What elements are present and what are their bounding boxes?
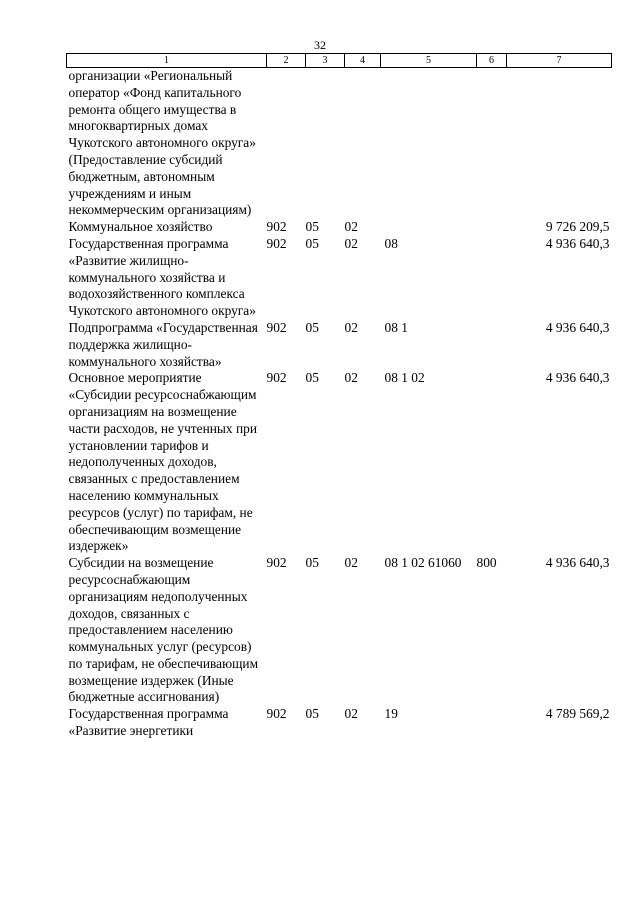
page-number: 32 [314, 38, 326, 52]
row-expense-type [477, 236, 507, 320]
row-name: Государственная программа «Развитие энергетики [68, 706, 229, 739]
row-target: 08 1 02 [384, 370, 425, 386]
row-target: 19 [384, 706, 398, 722]
row-section: 05 [305, 555, 319, 571]
row-target: 08 1 [384, 319, 408, 335]
row-target: 08 [384, 235, 398, 251]
column-header-3: 3 [306, 54, 345, 68]
table-row [67, 68, 612, 220]
row-amount: 4 936 640,3 [545, 555, 610, 571]
row-amount: 4 936 640,3 [545, 235, 610, 251]
row-expense-type [477, 219, 507, 236]
budget-table [66, 53, 612, 740]
row-ministry: 902 [266, 706, 287, 722]
row-name: Основное мероприятие «Субсидии ресурсоснабжающим организациям на возмещение части расходов, не учтенных при установлении тарифов и недополученных доходов, связанных с предоставлением населению коммунальных ресурсов (услуг) по тарифам, не обеспечивающим возмещение издержек» [68, 370, 257, 554]
table-body [67, 68, 612, 740]
column-header-6: 6 [477, 54, 507, 68]
row-target [381, 68, 477, 220]
row-target [381, 219, 477, 236]
table-row [67, 555, 612, 706]
column-header-7: 7 [507, 54, 612, 68]
row-expense-type [477, 320, 507, 370]
row-subsection: 02 [344, 319, 358, 335]
row-ministry: 902 [266, 555, 287, 571]
row-name: Государственная программа «Развитие жилищно-коммунального хозяйства и водохозяйственного комплекса Чукотского автономного округа» [68, 235, 256, 319]
row-section: 05 [305, 219, 319, 235]
column-header-4: 4 [345, 54, 381, 68]
row-ministry: 902 [266, 319, 287, 335]
row-expense-type [477, 68, 507, 220]
column-header-5: 5 [381, 54, 477, 68]
table-row [67, 236, 612, 320]
row-name: Коммунальное хозяйство [68, 219, 213, 235]
row-subsection: 02 [344, 555, 358, 571]
row-ministry: 902 [266, 370, 287, 386]
row-target: 08 1 02 61060 [384, 555, 462, 571]
table-row [67, 706, 612, 740]
row-subsection: 02 [344, 370, 358, 386]
row-amount: 4 789 569,2 [545, 706, 610, 722]
row-amount: 9 726 209,5 [545, 219, 610, 235]
row-amount: 4 936 640,3 [545, 370, 610, 386]
row-ministry: 902 [266, 235, 287, 251]
row-amount: 4 936 640,3 [545, 319, 610, 335]
column-header-2: 2 [267, 54, 306, 68]
row-ministry: 902 [266, 219, 287, 235]
row-expense-type [477, 706, 507, 740]
table-row [67, 320, 612, 370]
row-expense-type [477, 370, 507, 555]
row-expense-type: 800 [476, 555, 497, 571]
table-row [67, 370, 612, 555]
row-subsection: 02 [344, 219, 358, 235]
row-name: Субсидии на возмещение ресурсоснабжающим организациям недополученных доходов, связанных с предоставлением населению коммунальных услуг (ресурсов) по тарифам, не обеспечивающим возмещение издержек (Иные бюджетные ассигнования) [68, 555, 259, 705]
row-name: Подпрограмма «Государственная поддержка жилищно-коммунального хозяйства» [68, 319, 258, 369]
row-section: 05 [305, 319, 319, 335]
header-row [67, 54, 612, 68]
row-amount [507, 68, 612, 220]
row-section: 05 [305, 235, 319, 251]
row-subsection: 02 [344, 706, 358, 722]
table-row [67, 219, 612, 236]
row-section: 05 [305, 370, 319, 386]
table-header [67, 54, 612, 68]
row-section [306, 68, 345, 220]
row-subsection: 02 [344, 235, 358, 251]
row-section: 05 [305, 706, 319, 722]
column-header-1: 1 [67, 54, 267, 68]
row-name: организации «Региональный оператор «Фонд капитального ремонта общего имущества в многоквартирных домах Чукотского автономного округа» (Предоставление субсидий бюджетным, автономным учреждениям и иным некоммерческим организациям) [68, 68, 256, 218]
row-subsection [345, 68, 381, 220]
row-ministry [267, 68, 306, 220]
